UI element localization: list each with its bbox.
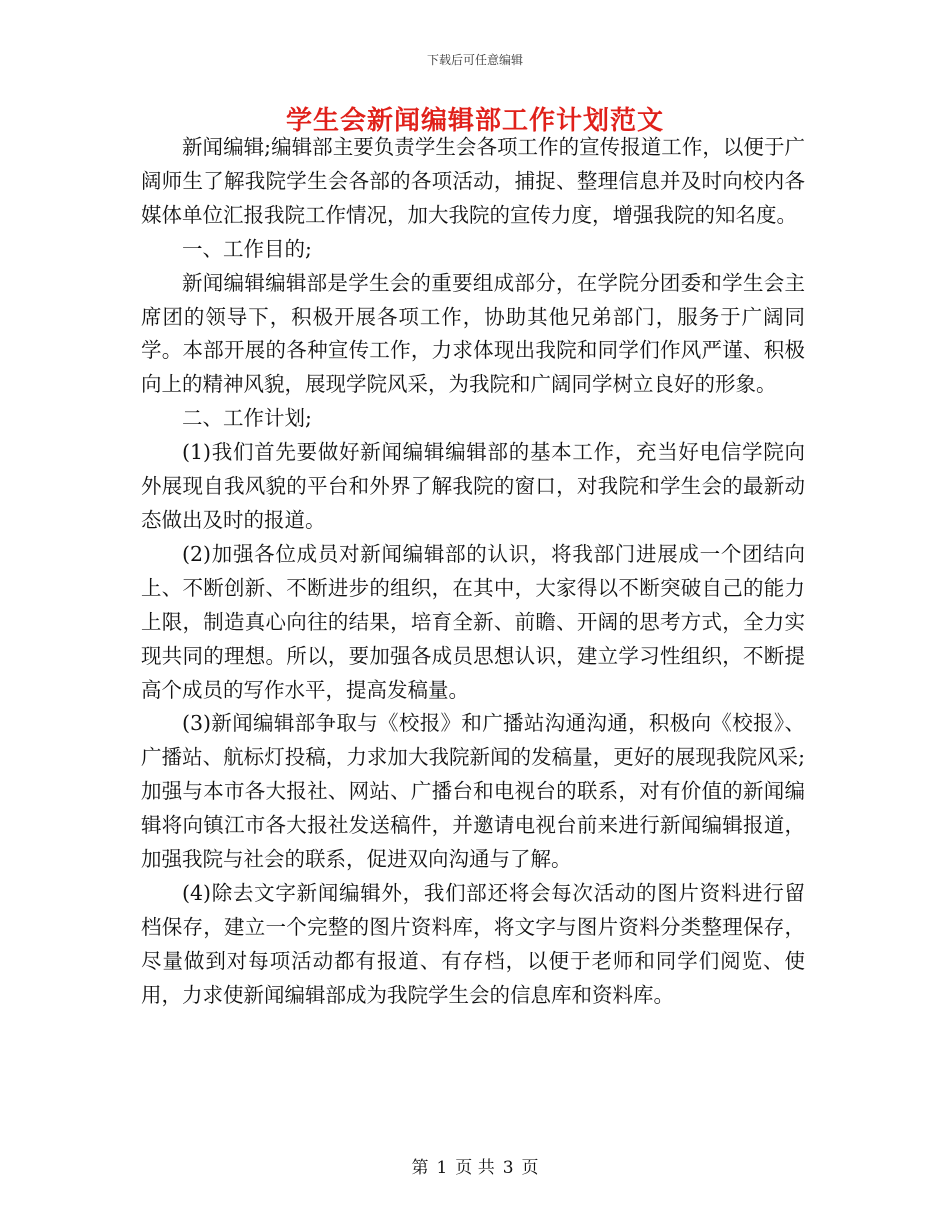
footer-current-page: 1 bbox=[436, 1158, 448, 1178]
footer-suffix: 页 bbox=[521, 1158, 539, 1178]
footer-prefix: 第 bbox=[411, 1158, 429, 1178]
paragraph-intro: 新闻编辑;编辑部主要负责学生会各项工作的宣传报道工作，以便于广阔师生了解我院学生会各部的各项活动，捕捉、整理信息并及时向校内各媒体单位汇报我院工作情况，加大我院的宣传力度，增强我院的知名度。 bbox=[141, 135, 805, 227]
paragraph-plan-1: (1)我们首先要做好新闻编辑编辑部的基本工作，充当好电信学院向外展现自我风貌的平台和外界了解我院的窗口，对我院和学生会的最新动态做出及时的报道。 bbox=[141, 440, 805, 532]
page-header: 下载后可任意编辑 bbox=[426, 53, 523, 67]
section-heading-goals: 一、工作目的; bbox=[182, 236, 312, 261]
document-title: 学生会新闻编辑部工作计划范文 bbox=[285, 106, 664, 136]
footer-total-pages: 3 bbox=[502, 1158, 514, 1178]
section-heading-plan: 二、工作计划; bbox=[182, 406, 312, 431]
paragraph-plan-3: (3)新闻编辑部争取与《校报》和广播站沟通沟通，积极向《校报》、广播站、航标灯投稿，力求加大我院新闻的发稿量，更好的展现我院风采;加强与本市各大报社、网站、广播台和电视台的联系，对有价值的新闻编辑将向镇江市各大报社发送稿件，并邀请电视台前来进行新闻编辑报道，加强我院与社会的联系，促进双向沟通与了解。 bbox=[141, 711, 805, 872]
page-footer bbox=[0, 1157, 950, 1179]
paragraph-plan-2: (2)加强各位成员对新闻编辑部的认识，将我部门进展成一个团结向上、不断创新、不断进步的组织，在其中，大家得以不断突破自己的能力上限，制造真心向往的结果，培育全新、前瞻、开阔的思考方式，全力实现共同的理想。所以，要加强各成员思想认识，建立学习性组织，不断提高个成员的写作水平，提高发稿量。 bbox=[141, 541, 805, 702]
paragraph-plan-4: (4)除去文字新闻编辑外，我们部还将会每次活动的图片资料进行留档保存，建立一个完整的图片资料库，将文字与图片资料分类整理保存，尽量做到对每项活动都有报道、有存档，以便于老师和同学们阅览、使用，力求使新闻编辑部成为我院学生会的信息库和资料库。 bbox=[141, 880, 805, 1007]
footer-middle: 页 共 bbox=[455, 1158, 495, 1178]
document-body bbox=[141, 131, 805, 1013]
paragraph-goals: 新闻编辑编辑部是学生会的重要组成部分，在学院分团委和学生会主席团的领导下，积极开展各项工作，协助其他兄弟部门，服务于广阔同学。本部开展的各种宣传工作，力求体现出我院和同学们作风严谨、积极向上的精神风貌，展现学院风采，为我院和广阔同学树立良好的形象。 bbox=[141, 270, 805, 397]
